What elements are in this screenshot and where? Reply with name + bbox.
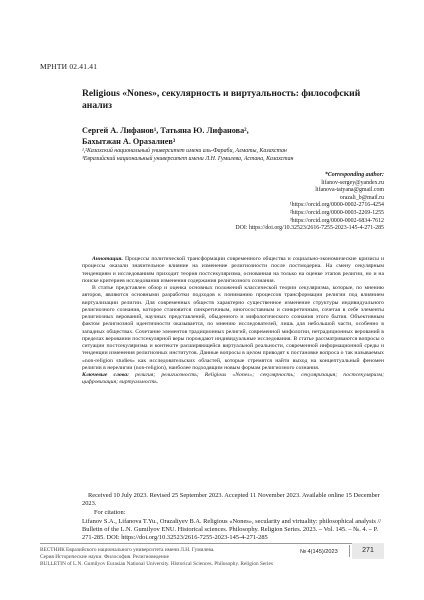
keywords: [82, 372, 384, 387]
citation-text: Lifanov S.A., Lifanova T.Yu., Orazaliyev B.A. Religious «Nones», secularity and virtuality: philosophical analysis // Bulletin of the L.N. Gumilyov ENU. Historical sciences. Philosophy. Religion Series. 2023. – Vol. 145. – №. 4. – P. 271-285. DOI: https://doi.org/10.32523/2616-7255-2023-145-4-271-285: [82, 517, 382, 542]
affiliation-1: ¹,²Казахский национальный университет имени аль-Фараби, Алматы, Казахстан: [82, 148, 287, 154]
affiliation-2: ³Евразийский национальный университет имени Л.Н. Гумилева, Астана, Казахстан: [82, 156, 294, 162]
contacts-block: [160, 172, 384, 233]
article-dates: Received 10 July 2023. Revised 25 September 2023. Accepted 11 November 2023. Available online 15 December 2023.: [82, 492, 380, 508]
corresponding-author-label: *Corresponding author:: [324, 172, 384, 178]
abstract-label: Аннотация.: [92, 256, 123, 262]
issue-number: № 4(145)/2023: [300, 549, 338, 555]
citation-label: For citation:: [94, 509, 126, 517]
keywords-text: религия; религиозность; Religious «Nones»; секулярность; секуляризация; постсекуляризм; цифровизация; виртуальность.: [82, 372, 385, 386]
email-3[interactable]: orazali_b@mail.ru: [339, 194, 384, 201]
authors-line-2: Бахытжан А. Оразалиев³: [82, 136, 176, 146]
abstract-text-1: Процессы политической трансформации современного общества и социально-экономические кризисы и процессы оказали значительное влияние на изменение религиозности после постмодерна. На смену секулярным тенденциям и исследованиям приходит теория постсекуляризма, основанная на только на оценке этапов религии, но и на поиске критериев исследования изменения содержания религиозного сознания.: [82, 256, 384, 284]
article-meta: [82, 492, 384, 542]
journal-footer: [40, 547, 295, 567]
abstract-body: [82, 256, 384, 387]
journal-name-ru: ВЕСТНИК Евразийского национального университета имени Л.Н. Гумилева.: [40, 547, 215, 553]
footer-rule: [40, 543, 384, 544]
orcid-3[interactable]: ³https://orcid.org/0000-0002-6834-7612: [289, 217, 384, 224]
journal-name-en: BULLETIN of L.N. Gumilyov Eurasian National University. Historical Sciences. Philosophy. Religion Series: [40, 560, 273, 567]
abstract-paragraph-2: В статье представлен обзор и оценка основных положений классической теории секуляризма, которые, по мнению авторов, являются основными разработки подходов к пониманию процессов трансформации религии под влиянием виртуализации религии. Для современных обществ характерно существенное изменение структуры индивидуального религиозного сознания, которое становится синкретичным, многосоставным и синкретичным, сочетая в себе элементы религиозных верований, научных представлений, обыденного и мифологического сознания этого бытия. Объективным фактом религиозной идентичности оказывается, по мнению исследователей, лишь для небольшой части, особенно в западных обществах. Сочетание элементов традиционных религий, современной мифологии, нетрадиционных верований в пределах веровании постсекулярной веры порождают индивидуальные исследования. В статье рассматриваются вопросы о ситуации постсекуляризма и контексте расширяющейся виртуальной реальности, современной информационной среды и тенденции изменения религиозных институтов. Данные вопросы в целом приводят к постановке вопроса о так называемых «non-religion studies» как исследовательских областей, которые стремятся найти выход на концептуальный феномен религии в нерелигии (non-religion), наиболее подходящим новым формам религиозного сознания.: [82, 285, 384, 371]
doi-link[interactable]: DOI: https://doi.org/10.32523/2616-7255-2023-145-4-271-285: [235, 225, 384, 232]
affiliations: [82, 147, 382, 163]
keywords-label: Ключевые слова:: [82, 372, 129, 378]
abstract-paragraph-1: [82, 256, 384, 285]
email-1[interactable]: lifanov-sergey@yandex.ru: [321, 179, 384, 186]
mrnti-code: МРНТИ 02.41.41: [40, 62, 98, 71]
orcid-1[interactable]: ¹https://orcid.org/0000-0002-2716-4254: [289, 202, 384, 209]
footer-divider: [349, 545, 350, 557]
orcid-2[interactable]: ²https://orcid.org/0000-0003-2269-1255: [289, 209, 384, 216]
page-number: 271: [352, 543, 384, 559]
authors-line-1: Сергей А. Лифанов¹, Татьяна Ю. Лифанова²,: [82, 126, 249, 135]
email-2[interactable]: lifanova-tatyana@gmail.com: [315, 187, 384, 194]
journal-series-ru: Серия Исторические науки. Философия. Религиоведение: [40, 553, 169, 560]
article-title: Religious «Nones», секулярность и виртуальность: философский анализ: [82, 88, 361, 111]
authors-block: [82, 126, 382, 147]
